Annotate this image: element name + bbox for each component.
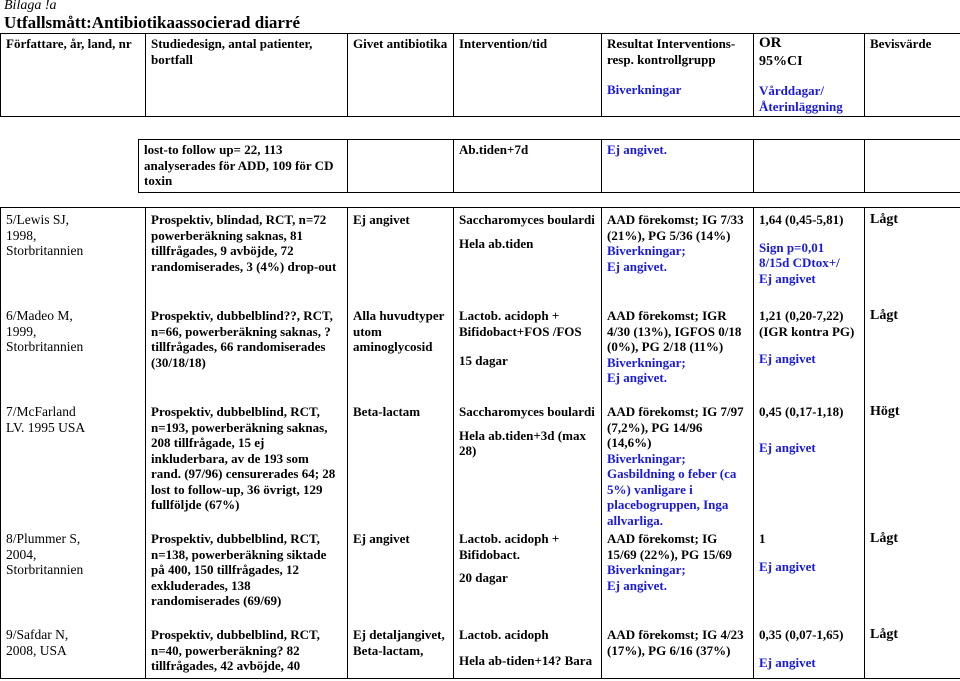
continuation-or	[754, 140, 865, 193]
study-author-5: 5/Lewis SJ, 1998, Storbritannien	[6, 212, 84, 258]
study-author-7: 7/McFarland LV. 1995 USA	[6, 404, 86, 435]
study-design-5: Prospektiv, blindad, RCT, n=72 powerberäkning saknas, 81 tillfrågades, 9 avböjde, 72 randomiserades, 3 (4%) drop-out	[151, 212, 337, 274]
study-or-5: 1,64 (0,45-5,81) Sign p=0,01 8/15d CDtox+/ Ej angivet	[759, 212, 844, 286]
page-title: Utfallsmått:Antibiotikaassocierad diarré	[4, 13, 301, 32]
col-header-or-label: OR	[759, 35, 782, 51]
study-evidence-9: Lågt	[870, 627, 898, 642]
study-evidence-5: Lågt	[870, 212, 898, 227]
col-header-adverse: Biverkningar	[607, 82, 682, 97]
interventions-cell	[454, 208, 602, 679]
study-intervention-6: Lactob. acidoph + Bifidobact+FOS /FOS 15 dagar	[459, 308, 582, 368]
study-or-6: 1,21 (0,20-7,22) (IGR kontra PG) Ej angivet	[759, 308, 855, 366]
study-or-7: 0,45 (0,17-1,18) Ej angivet	[759, 404, 844, 455]
study-intervention-9: Lactob. acidoph Hela ab-tiden+14? Bara	[459, 627, 593, 668]
continuation-design: lost-to follow up= 22, 113 analyserades för ADD, 109 för CD toxin	[139, 140, 348, 193]
continuation-intervention: Ab.tiden+7d	[454, 140, 602, 193]
study-antibiotic-9: Ej detaljangivet, Beta-lactam,	[353, 627, 445, 658]
col-header-author: Författare, år, land, nr	[1, 34, 146, 117]
evidence-cell	[865, 208, 960, 679]
study-evidence-7: Högt	[870, 404, 900, 419]
col-header-ci-label: 95%CI	[759, 53, 803, 69]
study-evidence-8: Lågt	[870, 531, 898, 546]
authors-cell	[1, 208, 146, 679]
study-design-7: Prospektiv, dubbelblind, RCT, n=193, powerberäkning saknas, 208 tillfrågade, 15 ej inkluderbara, av de 193 som rand. (97/96) censurerades 64; 28 lost to follow-up, 36 övrigt, 129 fullföljde (67%)	[151, 404, 336, 512]
appendix-label: Bilaga !a	[4, 0, 57, 13]
studies-table	[0, 207, 960, 679]
designs-cell	[146, 208, 348, 679]
study-design-6: Prospektiv, dubbelblind??, RCT, n=66, powerberäkning saknas, ? tillfrågades, 66 randomiserades (30/18/18)	[151, 308, 333, 370]
col-header-design: Studiedesign, antal patienter, bortfall	[146, 34, 348, 117]
study-intervention-5: Saccharomyces boulardi Hela ab.tiden	[459, 212, 595, 251]
study-design-8: Prospektiv, dubbelblind, RCT, n=138, powerberäkning siktade på 400, 150 tillfrågades, 12 exkluderades, 138 randomiserades (69/69)	[151, 531, 327, 608]
study-antibiotic-8: Ej angivet	[353, 531, 410, 546]
col-header-intervention: Intervention/tid	[454, 34, 602, 117]
study-author-9: 9/Safdar N, 2008, USA	[6, 627, 69, 658]
study-result-7: AAD förekomst; IG 7/97 (7,2%), PG 14/96 (14,6%) Biverkningar; Gasbildning o feber (ca 5%) vanligare i placebogruppen, Inga allvarliga.	[607, 404, 744, 528]
col-header-result-label: Resultat Interventions- resp. kontrollgrupp	[607, 36, 736, 67]
continuation-result: Ej angivet.	[602, 140, 754, 193]
continuation-antibiotic	[348, 140, 454, 193]
col-header-or	[754, 34, 865, 117]
study-or-9: 0,35 (0,07-1,65) Ej angivet	[759, 627, 844, 670]
study-antibiotic-5: Ej angivet	[353, 212, 410, 227]
header-table	[0, 33, 960, 117]
study-result-6: AAD förekomst; IGR 4/30 (13%), IGFOS 0/18 (0%), PG 2/18 (11%) Biverkningar; Ej angivet.	[607, 308, 742, 385]
study-intervention-8: Lactob. acidoph + Bifidobact. 20 dagar	[459, 531, 560, 585]
odds-ratio-cell	[754, 208, 865, 679]
study-or-8: 1 Ej angivet	[759, 531, 816, 574]
study-author-8: 8/Plummer S, 2004, Storbritannien	[6, 531, 84, 577]
continuation-table	[138, 139, 960, 193]
col-header-antibiotic: Givet antibiotika	[348, 34, 454, 117]
study-result-5: AAD förekomst; IG 7/33 (21%), PG 5/36 (14%) Biverkningar; Ej angivet.	[607, 212, 744, 274]
col-header-result	[602, 34, 754, 117]
col-header-evidence: Bevisvärde	[865, 34, 960, 117]
col-header-hospital-days: Vårddagar/ Återinläggning	[759, 83, 843, 114]
study-evidence-6: Lågt	[870, 308, 898, 323]
study-intervention-7: Saccharomyces boulardi Hela ab.tiden+3d (max 28)	[459, 404, 595, 458]
study-result-8: AAD förekomst; IG 15/69 (22%), PG 15/69 Biverkningar; Ej angivet.	[607, 531, 732, 593]
antibiotics-cell	[348, 208, 454, 679]
continuation-evidence	[865, 140, 960, 193]
study-design-9: Prospektiv, dubbelblind, RCT, n=40, powerberäkning? 82 tillfrågades, 42 avböjde, 40	[151, 627, 320, 673]
results-cell	[602, 208, 754, 679]
study-result-9: AAD förekomst; IG 4/23 (17%), PG 6/16 (37%)	[607, 627, 744, 658]
study-antibiotic-7: Beta-lactam	[353, 404, 421, 419]
study-antibiotic-6: Alla huvudtyper utom aminoglycosid	[353, 308, 445, 354]
study-author-6: 6/Madeo M, 1999, Storbritannien	[6, 308, 84, 354]
